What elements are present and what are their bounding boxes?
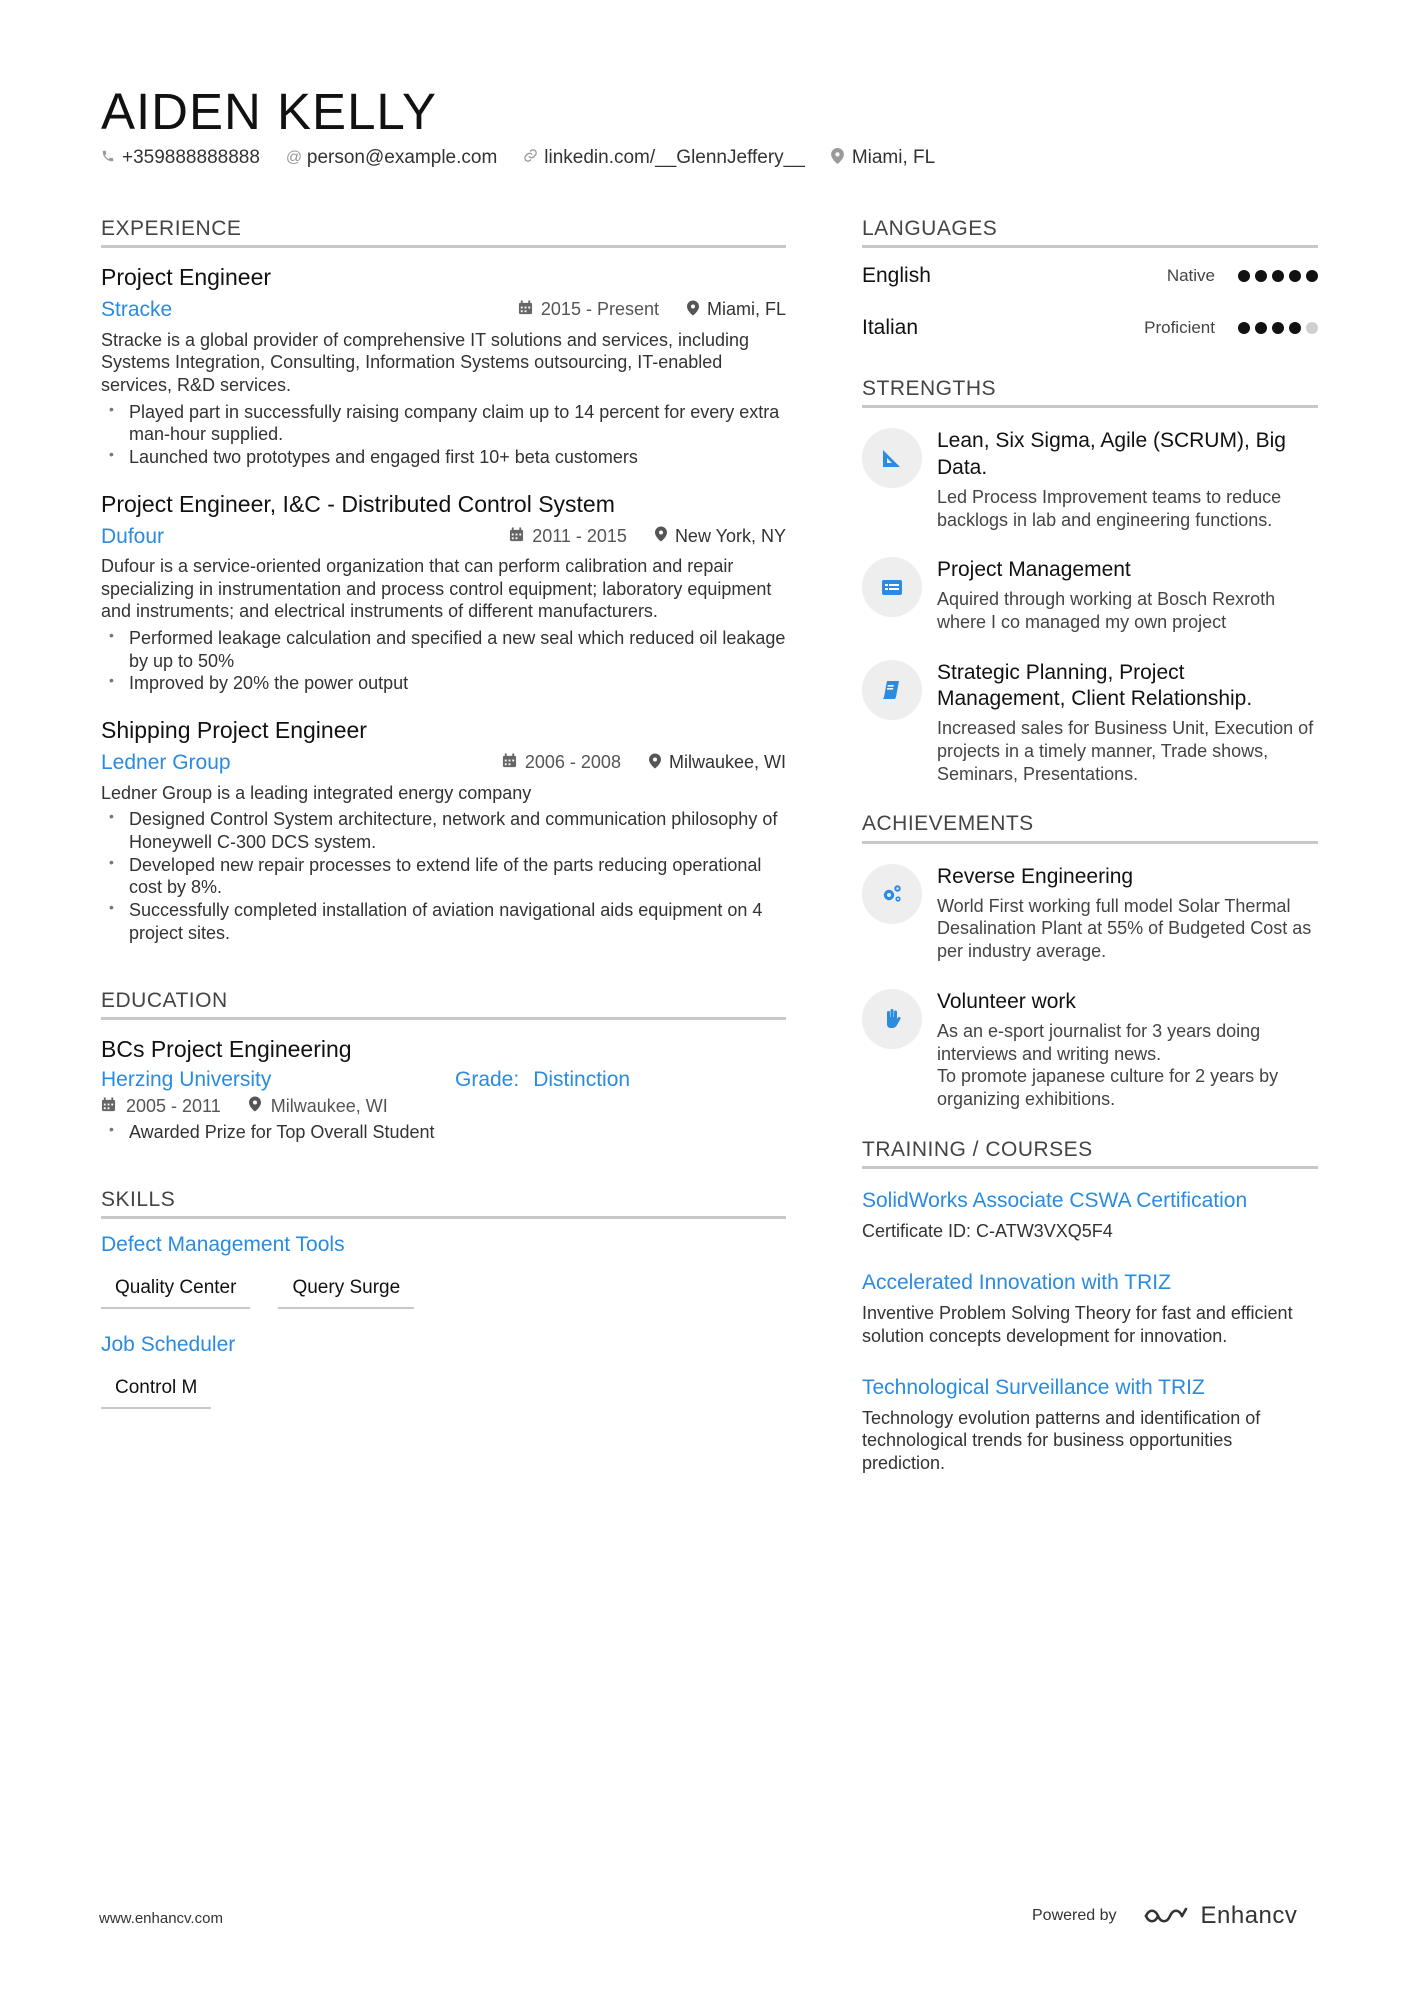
job-description: Ledner Group is a leading integrated energy company	[101, 782, 532, 803]
strength-description: Increased sales for Business Unit, Execution of projects in a timely manner, Trade shows, Seminars, Presentations.	[937, 718, 1314, 784]
rating-dot-filled	[1289, 270, 1301, 282]
job-bullets	[101, 808, 786, 944]
strength-item	[862, 428, 1318, 531]
job-title: Project Engineer	[101, 264, 272, 291]
hand-icon	[862, 989, 922, 1049]
job-title: Project Engineer, I&C - Distributed Control System	[101, 490, 615, 517]
skill-group	[101, 1333, 786, 1409]
map-pin-icon	[655, 526, 667, 546]
bullet-item: • Played part in successfully raising company claim up to 14 percent for every extra man-hour supplied.	[101, 401, 786, 446]
rating-dot-filled	[1289, 322, 1301, 334]
strengths-heading: STRENGTHS	[862, 376, 1318, 408]
calendar-icon	[509, 527, 524, 546]
education-location: Milwaukee, WI	[270, 1095, 388, 1116]
skill-tag: Control M	[101, 1371, 211, 1409]
left-column	[101, 216, 786, 1433]
powered-by-label: Powered by	[1032, 1907, 1117, 1924]
language-rating	[1233, 270, 1318, 282]
job-dates: 2015 - Present	[540, 299, 659, 320]
bullet-item: • Designed Control System architecture, network and communication philosophy of Honeywell C-300 DCS system.	[101, 808, 786, 853]
achievement-description: World First working full model Solar Thermal Desalination Plant at 55% of Budgeted Cost as per industry average.	[937, 895, 1312, 962]
contact-email	[286, 147, 497, 169]
strength-item	[862, 660, 1318, 786]
map-pin-icon	[249, 1096, 261, 1116]
course-title[interactable]: Technological Surveillance with TRIZ	[862, 1375, 1205, 1399]
achievements-heading: ACHIEVEMENTS	[862, 811, 1318, 843]
phone-text[interactable]: +359888888888	[122, 147, 260, 168]
job-title: Shipping Project Engineer	[101, 717, 367, 744]
book-icon	[862, 660, 922, 720]
linkedin-text[interactable]: linkedin.com/__GlennJeffery__	[544, 147, 805, 168]
bullet-item: • Improved by 20% the power output	[101, 672, 786, 695]
job-entry	[101, 489, 786, 695]
job-entry	[101, 715, 786, 944]
job-entry	[101, 262, 786, 468]
course-item	[862, 1374, 1318, 1475]
school-name[interactable]: Herzing University	[101, 1067, 272, 1091]
location-text: Miami, FL	[851, 147, 936, 168]
strength-description: Led Process Improvement teams to reduce backlogs in lab and engineering functions.	[937, 486, 1282, 530]
phone-icon	[101, 149, 115, 168]
rating-dot-filled	[1306, 270, 1318, 282]
rating-dot-filled	[1272, 322, 1284, 334]
map-pin-icon	[687, 300, 699, 320]
language-level: Proficient	[1144, 318, 1215, 338]
rating-dot-filled	[1255, 322, 1267, 334]
course-item	[862, 1187, 1318, 1243]
at-icon: @	[285, 149, 303, 166]
ruler-triangle-icon	[862, 428, 922, 488]
course-description: Certificate ID: C-ATW3VXQ5F4	[862, 1221, 1113, 1242]
achievements-list	[862, 864, 1318, 1111]
skill-group-title: Job Scheduler	[101, 1333, 236, 1357]
job-bullets	[101, 401, 786, 469]
achievement-item	[862, 989, 1318, 1111]
bullet-item: • Awarded Prize for Top Overall Student	[101, 1121, 786, 1144]
education-dates: 2005 - 2011	[126, 1095, 221, 1116]
achievement-title: Reverse Engineering	[937, 864, 1134, 888]
skill-tag: Quality Center	[101, 1271, 250, 1309]
rating-dot-filled	[1238, 270, 1250, 282]
job-description: Stracke is a global provider of comprehensive IT solutions and services, including Systems Integration, Consulting, Information Systems outsourcing, IT-enabled services, R&D services.	[101, 329, 749, 395]
language-row	[862, 250, 1318, 302]
bullet-item: • Launched two prototypes and engaged first 10+ beta customers	[101, 446, 786, 469]
company-name[interactable]: Ledner Group	[101, 751, 231, 775]
contact-bar	[101, 147, 961, 169]
strength-description: Aquired through working at Bosch Rexroth where I co managed my own project	[937, 589, 1276, 633]
language-row	[862, 302, 1318, 354]
languages-heading: LANGUAGES	[862, 216, 1318, 248]
job-location: New York, NY	[674, 525, 786, 546]
enhancv-logo-icon	[1143, 1905, 1189, 1927]
bullet-item: • Performed leakage calculation and specified a new seal which reduced oil leakage by up to 50%	[101, 627, 786, 672]
skills-heading: SKILLS	[101, 1187, 786, 1219]
job-location: Miami, FL	[706, 299, 786, 320]
calendar-icon	[518, 300, 533, 319]
job-dates: 2006 - 2008	[524, 752, 621, 773]
course-title[interactable]: SolidWorks Associate CSWA Certification	[862, 1188, 1248, 1212]
link-icon	[523, 148, 537, 168]
job-description: Dufour is a service-oriented organization that can perform calibration and repair specializing in instrumentation and process control equipment; laboratory equipment and instruments; and electrical instruments of different manufacturers.	[101, 556, 772, 622]
education-heading: EDUCATION	[101, 988, 786, 1020]
list-card-icon	[862, 557, 922, 617]
contact-phone	[101, 147, 260, 169]
map-pin-icon	[649, 753, 661, 773]
language-name: English	[862, 264, 931, 288]
courses-list	[862, 1187, 1318, 1475]
strength-title: Project Management	[937, 558, 1131, 582]
education-entry	[101, 1034, 786, 1143]
skill-group	[101, 1233, 786, 1309]
achievement-description: As an e-sport journalist for 3 years doing interviews and writing news. To promote japanese culture for 2 years by organizing exhibitions.	[937, 1021, 1279, 1110]
grade-label: Grade:	[455, 1067, 520, 1091]
language-name: Italian	[862, 316, 919, 340]
courses-heading: TRAINING / COURSES	[862, 1137, 1318, 1169]
rating-dot-filled	[1255, 270, 1267, 282]
language-level: Native	[1166, 266, 1215, 286]
candidate-name: AIDEN KELLY	[101, 83, 438, 140]
course-description: Technology evolution patterns and identification of technological trends for business opportunities prediction.	[862, 1407, 1261, 1474]
language-rating	[1233, 322, 1318, 334]
degree-title: BCs Project Engineering	[101, 1036, 352, 1063]
strength-title: Strategic Planning, Project Management, Client Relationship.	[937, 660, 1253, 711]
bullet-item: • Successfully completed installation of aviation navigational aids equipment on 4 project sites.	[101, 899, 786, 944]
education-bullets	[101, 1121, 786, 1144]
strength-item	[862, 557, 1318, 634]
contact-linkedin	[523, 147, 805, 169]
skill-group-title: Defect Management Tools	[101, 1233, 345, 1257]
strength-title: Lean, Six Sigma, Agile (SCRUM), Big Data.	[937, 429, 1286, 479]
languages-list	[862, 250, 1318, 354]
skill-tag: Query Surge	[278, 1271, 414, 1309]
brand-name: Enhancv	[1200, 1902, 1298, 1929]
contact-location	[831, 147, 935, 169]
achievement-title: Volunteer work	[937, 989, 1076, 1013]
job-bullets	[101, 627, 786, 695]
gears-icon	[862, 864, 922, 924]
map-pin-icon	[831, 148, 845, 169]
calendar-icon	[502, 753, 517, 772]
company-name[interactable]: Dufour	[101, 524, 165, 548]
company-name[interactable]: Stracke	[101, 298, 173, 322]
rating-dot-filled	[1238, 322, 1250, 334]
job-dates: 2011 - 2015	[532, 525, 627, 546]
brand-logo[interactable]	[1143, 1902, 1298, 1930]
calendar-icon	[101, 1097, 116, 1116]
course-title[interactable]: Accelerated Innovation with TRIZ	[862, 1270, 1171, 1294]
rating-dot-filled	[1272, 270, 1284, 282]
bullet-item: • Developed new repair processes to extend life of the parts reducing operational cost by 8%.	[101, 854, 786, 899]
achievement-item	[862, 864, 1318, 963]
email-text[interactable]: person@example.com	[306, 147, 498, 168]
grade-value: Distinction	[533, 1067, 631, 1091]
right-column	[862, 216, 1318, 1501]
job-location: Milwaukee, WI	[668, 752, 786, 773]
strengths-list	[862, 428, 1318, 785]
footer-branding	[1032, 1902, 1297, 1930]
course-description: Inventive Problem Solving Theory for fast and efficient solution concepts development for innovation.	[862, 1303, 1293, 1346]
rating-dot-empty	[1306, 322, 1318, 334]
experience-heading: EXPERIENCE	[101, 216, 786, 248]
course-item	[862, 1269, 1318, 1348]
footer-website[interactable]: www.enhancv.com	[99, 1910, 223, 1927]
